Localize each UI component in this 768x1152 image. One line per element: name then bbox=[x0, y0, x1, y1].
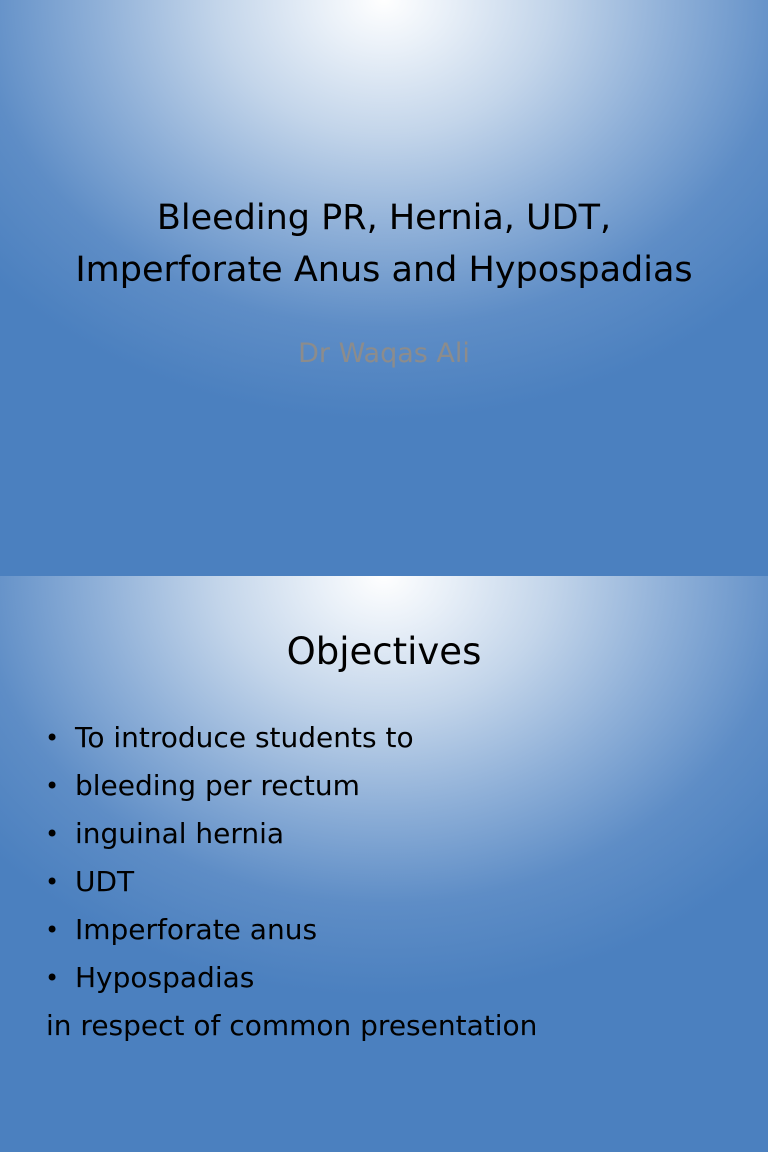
bullet-icon: • bbox=[45, 772, 60, 800]
list-item-text: bleeding per rectum bbox=[75, 769, 360, 802]
list-item-text: To introduce students to bbox=[75, 721, 414, 754]
bullet-icon: • bbox=[45, 724, 60, 752]
list-item-text: UDT bbox=[75, 865, 135, 898]
slide-title-line-1: Bleeding PR, Hernia, UDT, bbox=[156, 198, 612, 238]
slide-title-line-2: Imperforate Anus and Hypospadias bbox=[75, 250, 693, 290]
bullet-icon: • bbox=[45, 820, 60, 848]
list-item-text: Hypospadias bbox=[75, 961, 255, 994]
bullet-icon: • bbox=[45, 964, 60, 992]
list-item bbox=[40, 762, 740, 810]
objectives-title: Objectives bbox=[286, 630, 482, 673]
list-item-text: inguinal hernia bbox=[75, 817, 285, 850]
list-item bbox=[40, 810, 740, 858]
list-item-text: Imperforate anus bbox=[75, 913, 318, 946]
objectives-trailing-text: in respect of common presentation bbox=[46, 1009, 538, 1042]
objectives-list bbox=[40, 714, 740, 1002]
bullet-icon: • bbox=[45, 868, 60, 896]
bullet-icon: • bbox=[45, 916, 60, 944]
list-item bbox=[40, 858, 740, 906]
slide-subtitle: Dr Waqas Ali bbox=[298, 338, 470, 369]
slide-title bbox=[40, 192, 728, 296]
list-item bbox=[40, 906, 740, 954]
list-item bbox=[40, 714, 740, 762]
slide-2 bbox=[0, 576, 768, 1152]
list-item bbox=[40, 954, 740, 1002]
